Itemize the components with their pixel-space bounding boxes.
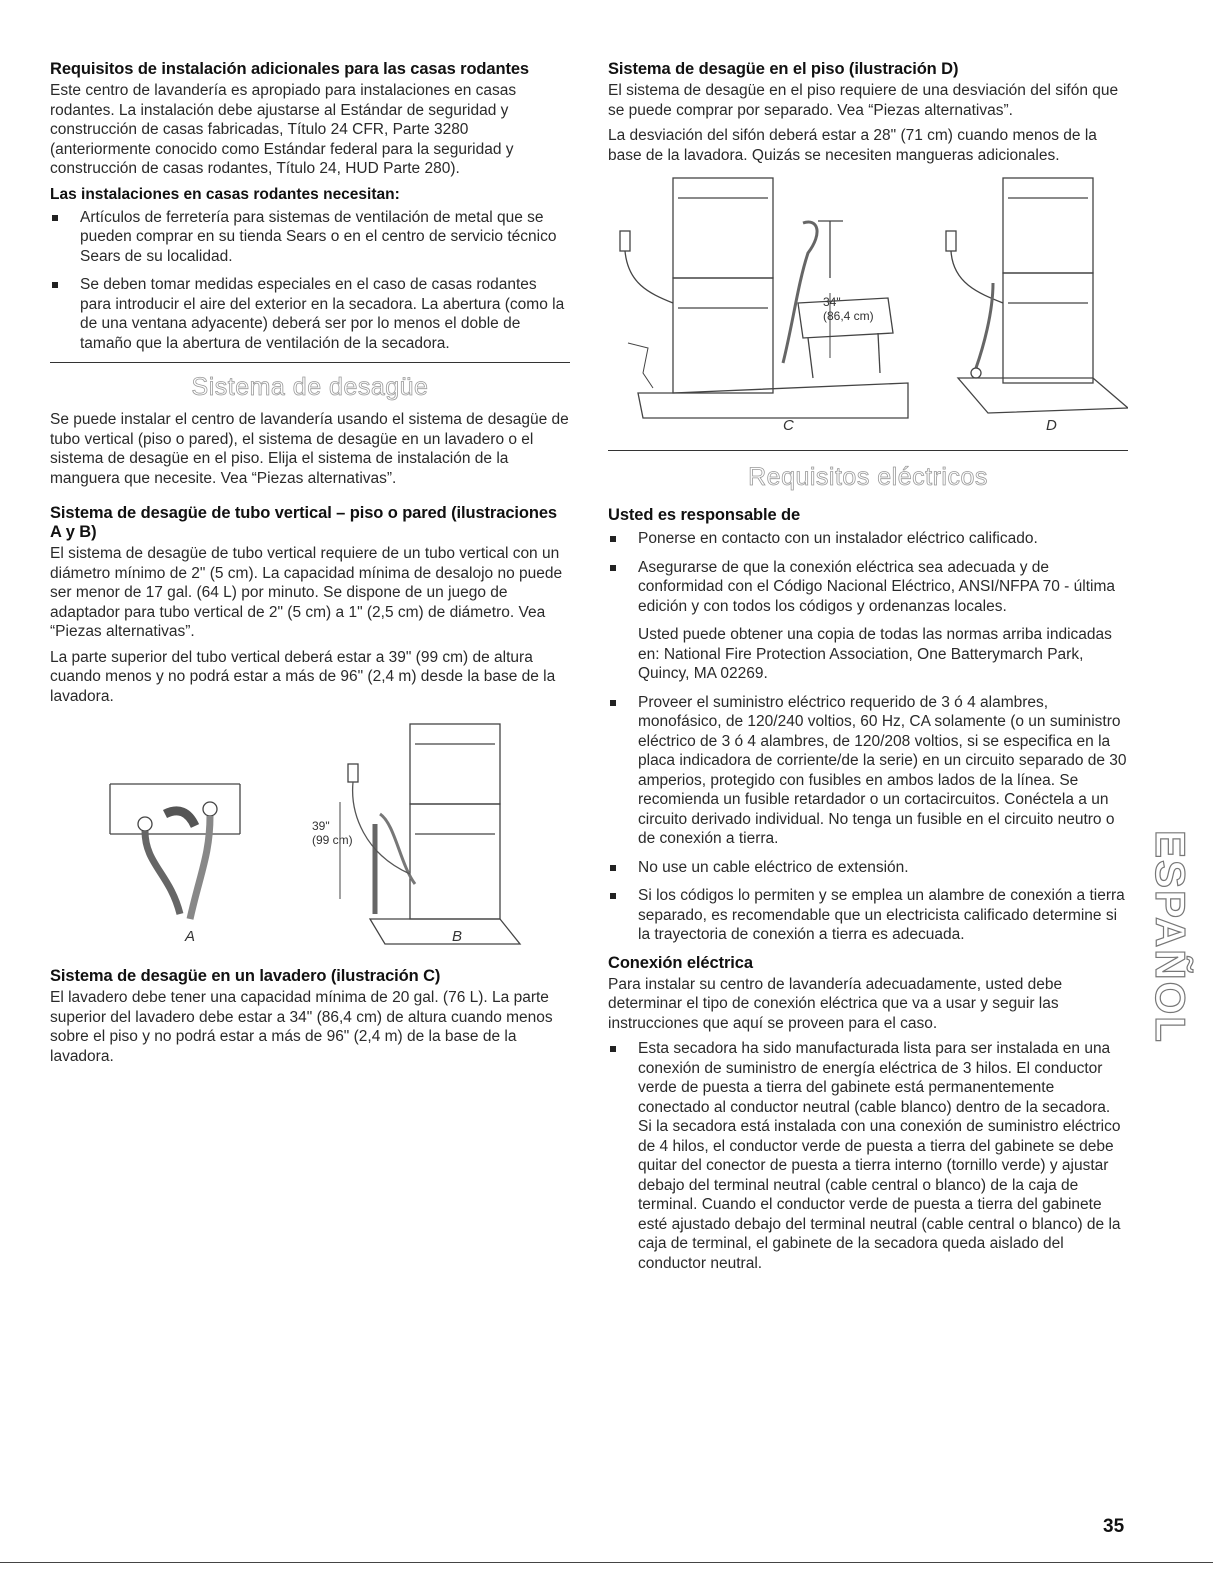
list-item: No use un cable eléctrico de extensión. bbox=[608, 858, 1128, 878]
dim-label-34: 34" (86,4 cm) bbox=[823, 295, 874, 323]
standpipe-p1: El sistema de desagüe de tubo vertical requiere de un tubo vertical con un diámetro mínimo de 2" (5 cm). La capacidad mínima de desalojo no puede ser menor de 17 gal. (64 L) por minuto. Se dispone de un juego de adaptador para tubo vertical de 2" (5 cm) a 1" (2,5 cm) de diámetro. Vea “Piezas alternativas”. bbox=[50, 545, 563, 640]
language-label: ESPAÑOL bbox=[1147, 830, 1194, 1044]
list-item: Esta secadora ha sido manufacturada lista para ser instalada en una conexión de suministro de energía eléctrica de 3 hilos. El conductor verde de puesta a tierra del gabinete está permanentemente conectado al conductor neutral (cable blanco) dentro de la secadora. Si la secadora está instalada con una conexión de suministro eléctrico de 4 hilos, el conductor verde de puesta a tierra del gabinete se debe quitar del conector de puesta a tierra interno (tornillo verde) y ajustar debajo del terminal neutral (cable central o blanco) de la caja de terminal. Cuando el conductor verde de puesta a tierra del gabinete esté ajustado debajo del terminal neutral (cable central o blanco) de la caja de terminal, el gabinete de la secadora queda aislado del conductor neutral. bbox=[608, 1039, 1128, 1273]
figure-c-d bbox=[608, 173, 1128, 438]
standpipe-heading: Sistema de desagüe de tubo vertical – piso o pared (ilustraciones A y B) bbox=[50, 504, 557, 541]
list-item: Ponerse en contacto con un instalador eléctrico calificado. bbox=[608, 529, 1128, 549]
responsible-list bbox=[608, 529, 1128, 945]
figure-b-label: B bbox=[452, 928, 463, 945]
drain-section-title: Sistema de desagüe bbox=[191, 373, 429, 401]
figure-b-drawing bbox=[340, 724, 520, 944]
floor-drain-p1: El sistema de desagüe en el piso requiere de una desviación del sifón que se puede comprar por separado. Vea “Piezas alternativas”. bbox=[608, 82, 1119, 119]
figure-d-drawing bbox=[946, 178, 1128, 413]
list-item: Artículos de ferretería para sistemas de ventilación de metal que se pueden comprar en su tienda Sears o en el centro de servicio técnico Sears de su localidad. bbox=[50, 208, 570, 267]
dim-label-39: 39" (99 cm) bbox=[312, 819, 353, 847]
bottom-rule bbox=[0, 1562, 1213, 1563]
figure-d-label: D bbox=[1046, 417, 1057, 434]
list-item bbox=[608, 558, 1128, 684]
section-divider bbox=[608, 450, 1128, 451]
responsible-heading: Usted es responsable de bbox=[608, 506, 801, 524]
mobile-home-body: Este centro de lavandería es apropiado para instalaciones en casas rodantes. La instalación debe ajustarse al Estándar de seguridad y construcción de casas fabricadas, Título 24 CFR, Parte 3280 (anteriormente conocido como Estándar federal para la seguridad y construcción de casas rodantes, Título 24, HUD Parte 280). bbox=[50, 82, 517, 177]
connection-body: Para instalar su centro de lavandería adecuadamente, usted debe determinar el tipo de conexión eléctrica que va a usar y seguir las instrucciones que aquí se proveen para el caso. bbox=[608, 975, 1063, 1032]
figure-a-label: A bbox=[185, 928, 196, 945]
figure-a-b bbox=[50, 714, 570, 949]
mobile-home-heading: Requisitos de instalación adicionales para las casas rodantes bbox=[50, 60, 530, 78]
figure-a-drawing bbox=[110, 784, 240, 919]
drain-intro: Se puede instalar el centro de lavandería usando el sistema de desagüe de tubo vertical (piso o pared), el sistema de desagüe en un lavadero o el sistema de desagüe en el piso. Elija el sistema de instalación de la manguera que necesite. Vea “Piezas alternativas”. bbox=[50, 411, 569, 487]
page-number: 35 bbox=[1103, 1516, 1125, 1537]
mobile-home-subheading: Las instalaciones en casas rodantes necesitan: bbox=[50, 185, 400, 203]
laundry-tub-body: El lavadero debe tener una capacidad mínima de 20 gal. (76 L). La parte superior del lavadero debe estar a 34" (86,4 cm) de altura cuando menos sobre el piso y no podrá estar a más de 96" (2,4 m) de la base de la lavadora. bbox=[50, 989, 553, 1065]
language-side-tab bbox=[1148, 815, 1192, 1055]
right-column bbox=[608, 60, 1128, 1282]
standpipe-illustration bbox=[50, 714, 570, 949]
floor-drain-p2: La desviación del sifón deberá estar a 28" (71 cm) cuando menos de la base de la lavadora. Quizás se necesiten mangueras adicionales. bbox=[608, 127, 1097, 164]
list-item-subtext: Usted puede obtener una copia de todas las normas arriba indicadas en: National Fire Protection Association, One Batterymarch Park, Quincy, MA 02269. bbox=[638, 626, 1112, 682]
list-item: Si los códigos lo permiten y se emplea un alambre de conexión a tierra separado, es recomendable que un electricista calificado determine si la trayectoria de conexión a tierra es adecuada. bbox=[608, 886, 1128, 945]
list-item-text: Asegurarse de que la conexión eléctrica sea adecuada y de conformidad con el Código Nacional Eléctrico, ANSI/NFPA 70 - última edición y con todos los códigos y ordenanzas locales. bbox=[638, 558, 1115, 615]
connection-list bbox=[608, 1039, 1128, 1273]
standpipe-p2: La parte superior del tubo vertical deberá estar a 39" (99 cm) de altura cuando menos y no podrá estar a más de 96" (2,4 m) desde la base de la lavadora. bbox=[50, 648, 556, 705]
laundry-tub-heading: Sistema de desagüe en un lavadero (ilustración C) bbox=[50, 967, 441, 985]
list-item: Se deben tomar medidas especiales en el caso de casas rodantes para introducir el aire del exterior en la secadora. La abertura (como la de una ventana adyacente) deberá ser por lo menos el doble de tamaño que la abertura de ventilación de la secadora. bbox=[50, 275, 570, 353]
section-divider bbox=[50, 362, 570, 363]
floor-drain-heading: Sistema de desagüe en el piso (ilustración D) bbox=[608, 60, 959, 78]
electrical-section-title: Requisitos eléctricos bbox=[748, 463, 988, 491]
connection-heading: Conexión eléctrica bbox=[608, 953, 753, 972]
left-column bbox=[50, 60, 570, 1072]
list-item: Proveer el suministro eléctrico requerido de 3 ó 4 alambres, monofásico, de 120/240 voltios, 60 Hz, CA solamente (o un suministro eléctrico de 3 ó 4 alambres, de 120/208 voltios, si se especifica en la placa indicadora de corriente/de la serie) en un circuito separado de 30 amperios, protegido con fusibles en ambos lados de la línea. Se recomienda un fusible retardador o un cortacircuitos. Conéctela a un circuito derivado individual. No tenga un fusible en el circuito neutro o de conexión a tierra. bbox=[608, 693, 1128, 849]
figure-c-label: C bbox=[783, 417, 794, 434]
mobile-home-list bbox=[50, 208, 570, 354]
